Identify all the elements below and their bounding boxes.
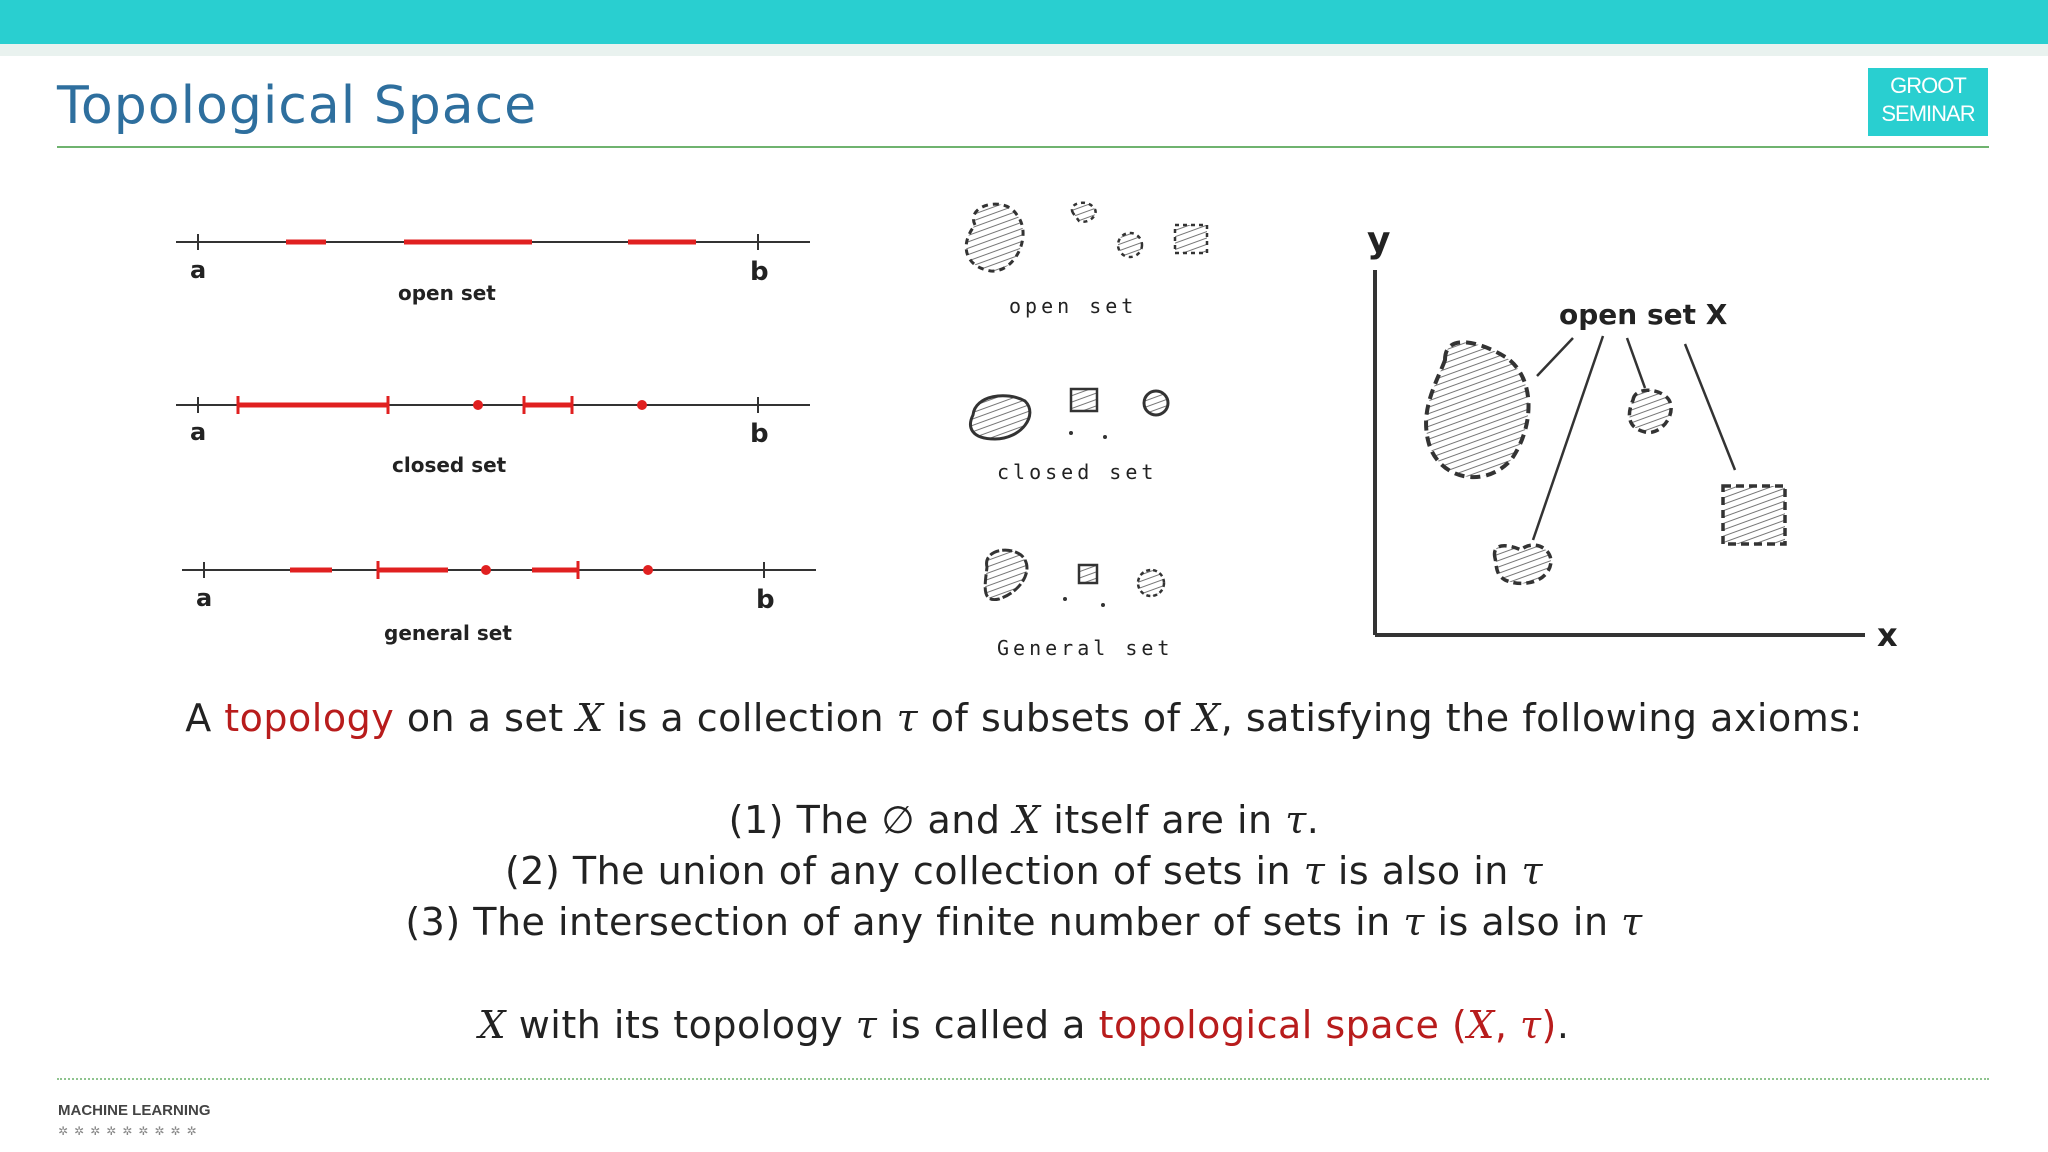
interval-row-open xyxy=(176,234,810,305)
interval-figure xyxy=(170,220,830,660)
logo-text: MACHINE LEARNING xyxy=(58,1102,211,1119)
top-accent-strip xyxy=(0,44,2048,56)
seminar-badge xyxy=(1868,68,1988,136)
def-a: A xyxy=(185,696,212,740)
con-mid: with its topology xyxy=(518,1003,844,1047)
closed-set-sketch xyxy=(971,389,1168,484)
general-b-label: b xyxy=(756,585,775,615)
closed-sketch-caption: closed set xyxy=(997,460,1158,484)
con-x2: X xyxy=(1467,1003,1495,1047)
closed-set-caption: closed set xyxy=(392,453,507,477)
closed-b-label: b xyxy=(750,419,769,449)
logo-icons: ✲✲✲✲✲✲✲✲✲ xyxy=(58,1124,203,1138)
badge-line-1: GROOT xyxy=(1890,73,1966,98)
ax1-tau: τ xyxy=(1285,798,1307,842)
topology-term: topology xyxy=(224,696,395,740)
machine-learning-logo xyxy=(58,1090,238,1142)
axiom-3 xyxy=(0,900,2048,944)
footer-divider xyxy=(57,1078,1989,1080)
interval-row-closed xyxy=(176,396,810,477)
ax1-x: X xyxy=(1013,798,1041,842)
ax1-mid: itself are in xyxy=(1053,798,1273,842)
page-title: Topological Space xyxy=(57,76,538,136)
definition-line xyxy=(0,696,2048,740)
ax3-pre: (3) The intersection of any finite number of sets in xyxy=(405,900,1391,944)
def-on: on a set xyxy=(406,696,564,740)
ax1-pre: (1) The ∅ and xyxy=(728,798,1001,842)
axiom-1 xyxy=(0,798,2048,842)
def-x1: X xyxy=(576,696,604,740)
plane-y-label: y xyxy=(1367,220,1391,261)
ax1-end: . xyxy=(1306,798,1320,842)
ax3-tau2: τ xyxy=(1621,900,1643,944)
general-sketch-caption: General set xyxy=(997,636,1174,660)
def-tau: τ xyxy=(896,696,919,740)
con-tau2: τ xyxy=(1520,1003,1542,1047)
con-end: . xyxy=(1556,1003,1570,1047)
axiom-2 xyxy=(0,849,2048,893)
badge-line-2: SEMINAR xyxy=(1881,101,1975,126)
def-is: is a collection xyxy=(616,696,885,740)
con-comma: , xyxy=(1494,1003,1520,1047)
open-set-caption: open set xyxy=(398,281,496,305)
con-space: topological space ( xyxy=(1098,1003,1468,1047)
general-set-caption: general set xyxy=(384,621,512,645)
plane-x-label: x xyxy=(1877,616,1898,654)
open-a-label: a xyxy=(190,256,207,284)
ax2-pre: (2) The union of any collection of sets in xyxy=(504,849,1292,893)
plane-callout: open set X xyxy=(1559,298,1728,331)
general-a-label: a xyxy=(196,584,213,612)
ax2-mid: is also in xyxy=(1337,849,1509,893)
title-divider xyxy=(57,146,1989,148)
con-called: is called a xyxy=(889,1003,1086,1047)
conclusion-line xyxy=(0,1003,2048,1047)
general-set-sketch xyxy=(985,550,1173,660)
topological-space-term xyxy=(1099,1003,1557,1047)
def-x2: X xyxy=(1193,696,1221,740)
ax2-tau2: τ xyxy=(1521,849,1544,893)
con-tau: τ xyxy=(855,1003,878,1047)
con-x: X xyxy=(478,1003,507,1047)
closed-a-label: a xyxy=(190,418,207,446)
open-set-sketch xyxy=(966,203,1207,318)
con-close: ) xyxy=(1541,1003,1557,1047)
top-accent-bar xyxy=(0,0,2048,44)
plane-figure xyxy=(1355,210,1905,660)
open-sketch-caption: open set xyxy=(1009,294,1138,318)
ax3-mid: is also in xyxy=(1437,900,1609,944)
open-b-label: b xyxy=(750,257,769,287)
def-rest: , satisfying the following axioms: xyxy=(1220,696,1863,740)
ax2-tau1: τ xyxy=(1303,849,1326,893)
interval-row-general xyxy=(182,561,816,645)
sketch-figure xyxy=(955,195,1235,665)
ax3-tau1: τ xyxy=(1403,900,1425,944)
def-of: of subsets of xyxy=(930,696,1181,740)
